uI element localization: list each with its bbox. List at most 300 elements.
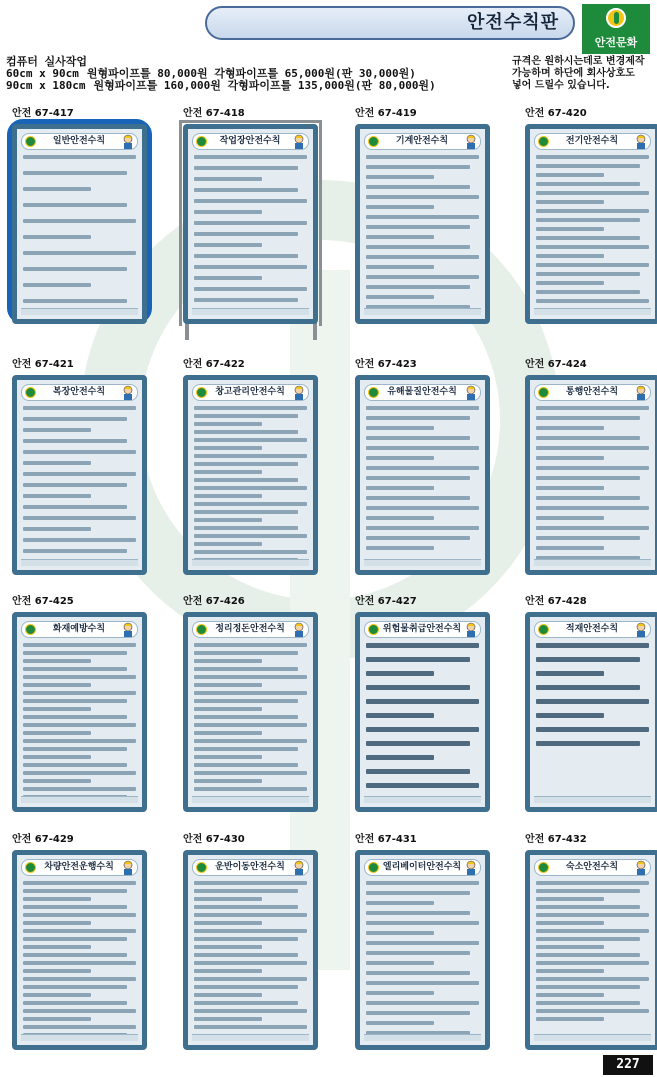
rule-line — [194, 993, 262, 997]
safety-board — [525, 850, 657, 1050]
rule-line — [536, 281, 604, 285]
board-title: 작업장안전수칙 — [219, 136, 281, 146]
board-footer — [534, 559, 651, 566]
worker-character-icon — [464, 860, 478, 875]
rule-line — [194, 510, 298, 514]
rule-line — [23, 461, 91, 465]
rule-line — [366, 506, 479, 510]
safety-logo-icon — [25, 862, 36, 873]
rule-line — [194, 478, 298, 482]
rule-line — [536, 643, 649, 648]
worker-character-icon — [634, 134, 648, 149]
rule-line — [23, 913, 136, 917]
board-footer — [192, 308, 309, 315]
rule-line — [366, 811, 479, 812]
rule-line — [23, 985, 127, 989]
rule-line — [536, 506, 649, 510]
rule-line — [536, 985, 640, 989]
rule-line — [366, 496, 470, 500]
board-title: 운반이동안전수칙 — [215, 862, 285, 872]
rule-line — [366, 1011, 470, 1015]
rule-line — [23, 267, 127, 271]
rule-line — [23, 723, 136, 727]
rule-line — [536, 227, 604, 231]
product-code: 안전 67-431 — [355, 834, 417, 845]
rule-line — [536, 671, 604, 676]
brand-mark-icon — [606, 8, 626, 28]
board-rule-lines — [536, 643, 649, 755]
brand-logo — [582, 4, 650, 54]
rule-line — [194, 210, 262, 214]
board-footer — [21, 308, 138, 315]
worker-character-icon — [464, 134, 478, 149]
size-label: 90cm x 180cm — [6, 79, 86, 92]
rule-line — [536, 699, 649, 704]
rule-line — [194, 699, 298, 703]
board-header — [364, 133, 481, 150]
rule-line — [536, 299, 649, 303]
board-title: 화재예방수칙 — [52, 624, 106, 634]
rule-line — [366, 476, 470, 480]
rule-line — [23, 771, 136, 775]
rule-line — [366, 406, 479, 410]
board-rule-lines — [366, 881, 479, 1041]
rule-line — [536, 937, 640, 941]
rule-line — [536, 921, 604, 925]
rule-line — [536, 905, 640, 909]
rule-line — [23, 699, 127, 703]
safety-board — [525, 375, 657, 575]
note-line: 규격은 원하시는데로 변경제작 — [512, 56, 645, 67]
rule-line — [536, 245, 649, 249]
rule-line — [194, 254, 298, 258]
rule-line — [23, 953, 127, 957]
rule-line — [366, 971, 470, 975]
rule-line — [194, 667, 298, 671]
safety-logo-icon — [25, 624, 36, 635]
rule-line — [194, 985, 298, 989]
board-title: 복장안전수칙 — [52, 387, 106, 397]
rule-line — [366, 901, 434, 905]
board-header — [534, 384, 651, 401]
rule-line — [366, 699, 479, 704]
rule-line — [536, 200, 604, 204]
rule-line — [194, 961, 307, 965]
board-title: 창고관리안전수칙 — [215, 387, 285, 397]
safety-logo-icon — [196, 862, 207, 873]
rule-line — [23, 889, 127, 893]
product-code: 안전 67-426 — [183, 596, 245, 607]
rule-line — [194, 276, 262, 280]
rule-line — [536, 466, 649, 470]
rule-line — [194, 779, 262, 783]
worker-character-icon — [292, 134, 306, 149]
safety-logo-icon — [368, 862, 379, 873]
rule-line — [536, 1001, 640, 1005]
board-rule-lines — [194, 643, 307, 795]
rule-line — [23, 283, 91, 287]
rule-line — [366, 466, 479, 470]
safety-board — [525, 612, 657, 812]
rule-line — [23, 483, 127, 487]
rule-line — [366, 526, 479, 530]
rule-line — [194, 953, 298, 957]
rule-line — [536, 993, 604, 997]
product-code: 안전 67-423 — [355, 359, 417, 370]
rule-line — [366, 643, 479, 648]
rule-line — [194, 691, 307, 695]
board-rule-lines — [194, 881, 307, 1033]
board-rule-lines — [536, 155, 649, 308]
worker-character-icon — [634, 385, 648, 400]
rule-line — [194, 166, 298, 170]
safety-board — [355, 375, 490, 575]
board-header — [364, 384, 481, 401]
rule-line — [536, 913, 649, 917]
price-text: 원형파이프틀 80,000원 각형파이프틀 65,000원(판 30,000원) — [86, 67, 416, 80]
rule-line — [194, 977, 307, 981]
rule-line — [536, 496, 640, 500]
rule-line — [366, 911, 470, 915]
rule-line — [536, 977, 649, 981]
rule-line — [194, 155, 307, 159]
rule-line — [194, 243, 262, 247]
safety-logo-icon — [196, 624, 207, 635]
rule-line — [23, 538, 136, 542]
safety-board — [12, 612, 147, 812]
safety-logo-icon — [538, 387, 549, 398]
rule-line — [194, 731, 262, 735]
safety-logo-icon — [196, 387, 207, 398]
rule-line — [536, 889, 640, 893]
rule-line — [366, 416, 470, 420]
rule-line — [23, 787, 136, 791]
title-banner — [205, 6, 575, 40]
product-code: 안전 67-428 — [525, 596, 587, 607]
rule-line — [536, 436, 640, 440]
product-code: 안전 67-432 — [525, 834, 587, 845]
rule-line — [194, 675, 307, 679]
safety-board — [183, 375, 318, 575]
rule-line — [194, 755, 262, 759]
board-rule-lines — [23, 406, 136, 560]
rule-line — [366, 426, 434, 430]
rule-line — [194, 683, 262, 687]
product-code: 안전 67-430 — [183, 834, 245, 845]
worker-character-icon — [464, 622, 478, 637]
rule-line — [23, 937, 127, 941]
rule-line — [366, 175, 434, 179]
rule-line — [536, 953, 640, 957]
rule-line — [536, 741, 640, 746]
rule-line — [23, 929, 136, 933]
rule-line — [194, 494, 262, 498]
rule-line — [23, 1017, 91, 1021]
rule-line — [194, 470, 262, 474]
worker-character-icon — [292, 622, 306, 637]
board-header — [21, 133, 138, 150]
board-footer — [364, 559, 481, 566]
rule-line — [23, 643, 136, 647]
rule-line — [23, 651, 127, 655]
rule-line — [366, 657, 470, 662]
rule-line — [536, 164, 640, 168]
board-header — [534, 621, 651, 638]
rule-line — [536, 406, 649, 410]
rule-line — [23, 691, 136, 695]
worker-character-icon — [292, 385, 306, 400]
rule-line — [23, 251, 136, 255]
product-code: 안전 67-429 — [12, 834, 74, 845]
rule-line — [536, 929, 649, 933]
rule-line — [366, 783, 479, 788]
board-footer — [534, 1034, 651, 1041]
rule-line — [536, 897, 604, 901]
rule-line — [23, 731, 91, 735]
board-title: 정리정돈안전수칙 — [215, 624, 285, 634]
rule-line — [536, 290, 640, 294]
board-header — [21, 621, 138, 638]
rule-line — [23, 755, 91, 759]
rule-line — [23, 516, 136, 520]
safety-logo-icon — [368, 136, 379, 147]
board-title: 엘리베이터안전수칙 — [382, 862, 462, 872]
rule-line — [23, 1009, 136, 1013]
rule-line — [23, 527, 91, 531]
board-footer — [364, 796, 481, 803]
rule-line — [366, 285, 470, 289]
rule-line — [194, 534, 307, 538]
rule-line — [366, 727, 479, 732]
board-footer — [21, 559, 138, 566]
rule-line — [366, 516, 434, 520]
board-rule-lines — [194, 155, 307, 309]
rule-line — [536, 526, 649, 530]
safety-logo-icon — [368, 387, 379, 398]
rule-line — [23, 155, 136, 159]
rule-line — [536, 727, 649, 732]
stand-leg — [185, 322, 189, 340]
rule-line — [23, 450, 136, 454]
rule-line — [536, 209, 649, 213]
rule-line — [194, 659, 262, 663]
rule-line — [194, 1025, 307, 1029]
rule-line — [366, 1021, 434, 1025]
board-footer — [192, 1034, 309, 1041]
rule-line — [536, 456, 604, 460]
rule-line — [23, 235, 91, 239]
board-title: 유해물질안전수칙 — [387, 387, 457, 397]
rule-line — [366, 265, 434, 269]
stand-leg — [313, 322, 317, 340]
custom-order-note — [512, 56, 654, 92]
rule-line — [366, 991, 434, 995]
price-info — [6, 56, 436, 92]
rule-line — [23, 203, 127, 207]
rule-line — [194, 446, 262, 450]
board-header — [192, 621, 309, 638]
safety-logo-icon — [25, 387, 36, 398]
price-text: 원형파이프틀 160,000원 각형파이프틀 135,000원(판 80,000원) — [93, 79, 436, 92]
rule-line — [23, 977, 136, 981]
rule-line — [23, 187, 91, 191]
note-line: 넣어 드릴수 있습니다. — [512, 80, 610, 91]
rule-line — [366, 245, 470, 249]
rule-line — [194, 486, 307, 490]
rule-line — [366, 225, 470, 229]
rule-line — [194, 771, 307, 775]
rule-line — [23, 683, 91, 687]
rule-line — [536, 476, 640, 480]
rule-line — [23, 219, 136, 223]
rule-line — [194, 1009, 307, 1013]
rule-line — [194, 747, 298, 751]
board-title: 숙소안전수칙 — [565, 862, 619, 872]
rule-line — [23, 969, 91, 973]
rule-line — [366, 741, 470, 746]
product-code: 안전 67-425 — [12, 596, 74, 607]
product-code: 안전 67-427 — [355, 596, 417, 607]
rule-line — [194, 763, 298, 767]
board-header — [192, 133, 309, 150]
rule-line — [536, 182, 640, 186]
board-title: 위험물취급안전수칙 — [382, 624, 462, 634]
board-title: 통행안전수칙 — [565, 387, 619, 397]
rule-line — [366, 685, 470, 690]
rule-line — [366, 951, 470, 955]
board-header — [21, 859, 138, 876]
rule-line — [23, 494, 91, 498]
rule-line — [194, 937, 298, 941]
safety-board — [183, 612, 318, 812]
safety-logo-icon — [196, 136, 207, 147]
rule-line — [194, 1001, 298, 1005]
board-footer — [534, 796, 651, 803]
rule-line — [23, 1001, 127, 1005]
rule-line — [366, 486, 434, 490]
board-footer — [21, 1034, 138, 1041]
rule-line — [536, 446, 649, 450]
worker-character-icon — [292, 860, 306, 875]
safety-board — [183, 850, 318, 1050]
rule-line — [536, 713, 604, 718]
product-code: 안전 67-418 — [183, 108, 245, 119]
board-title: 기계안전수칙 — [395, 136, 449, 146]
rule-line — [23, 667, 127, 671]
rule-line — [194, 502, 307, 506]
rule-line — [366, 165, 470, 169]
board-header — [192, 859, 309, 876]
worker-character-icon — [464, 385, 478, 400]
size-label: 60cm x 90cm — [6, 67, 79, 80]
rule-line — [536, 486, 604, 490]
rule-line — [366, 195, 479, 199]
rule-line — [23, 739, 136, 743]
rule-line — [194, 707, 262, 711]
rule-line — [23, 715, 127, 719]
rule-line — [366, 671, 434, 676]
board-header — [364, 621, 481, 638]
rule-line — [536, 1009, 649, 1013]
safety-logo-icon — [368, 624, 379, 635]
rule-line — [23, 881, 136, 885]
safety-board — [355, 124, 490, 324]
rule-line — [194, 221, 307, 225]
rule-line — [194, 969, 262, 973]
board-title: 적재안전수칙 — [565, 624, 619, 634]
rule-line — [366, 713, 434, 718]
rule-line — [536, 945, 604, 949]
board-header — [534, 859, 651, 876]
rule-line — [194, 422, 262, 426]
safety-board — [12, 375, 147, 575]
safety-board — [525, 124, 657, 324]
rule-line — [23, 921, 91, 925]
rule-line — [194, 287, 307, 291]
rule-line — [23, 993, 91, 997]
rule-line — [23, 707, 91, 711]
rule-line — [23, 171, 127, 175]
rule-line — [23, 472, 136, 476]
rule-line — [23, 945, 91, 949]
rule-line — [194, 905, 298, 909]
rule-line — [23, 299, 127, 303]
worker-character-icon — [634, 622, 648, 637]
product-code: 안전 67-422 — [183, 359, 245, 370]
rule-line — [536, 685, 640, 690]
rule-line — [194, 518, 262, 522]
board-footer — [364, 1034, 481, 1041]
worker-character-icon — [121, 385, 135, 400]
rule-line — [536, 416, 640, 420]
rule-line — [366, 185, 470, 189]
board-title: 차량안전운행수칙 — [44, 862, 114, 872]
rule-line — [366, 891, 470, 895]
safety-board — [183, 124, 318, 324]
board-title: 일반안전수칙 — [52, 136, 106, 146]
safety-logo-icon — [25, 136, 36, 147]
product-code: 안전 67-417 — [12, 108, 74, 119]
rule-line — [23, 747, 127, 751]
rule-line — [366, 446, 479, 450]
rule-line — [366, 921, 479, 925]
rule-line — [366, 295, 434, 299]
board-rule-lines — [194, 406, 307, 566]
safety-logo-icon — [538, 862, 549, 873]
board-footer — [192, 559, 309, 566]
worker-character-icon — [634, 860, 648, 875]
rule-line — [536, 657, 640, 662]
rule-line — [536, 263, 649, 267]
rule-line — [536, 881, 649, 885]
product-code: 안전 67-424 — [525, 359, 587, 370]
rule-line — [23, 439, 127, 443]
rule-line — [194, 177, 262, 181]
board-header — [192, 384, 309, 401]
board-header — [364, 859, 481, 876]
rule-line — [366, 456, 434, 460]
product-code: 안전 67-421 — [12, 359, 74, 370]
safety-board — [12, 124, 147, 324]
rule-line — [366, 931, 434, 935]
rule-line — [194, 787, 307, 791]
rule-line — [536, 546, 604, 550]
rule-line — [194, 542, 262, 546]
rule-line — [536, 536, 640, 540]
rule-line — [536, 426, 604, 430]
rule-line — [23, 659, 91, 663]
safety-board — [355, 612, 490, 812]
